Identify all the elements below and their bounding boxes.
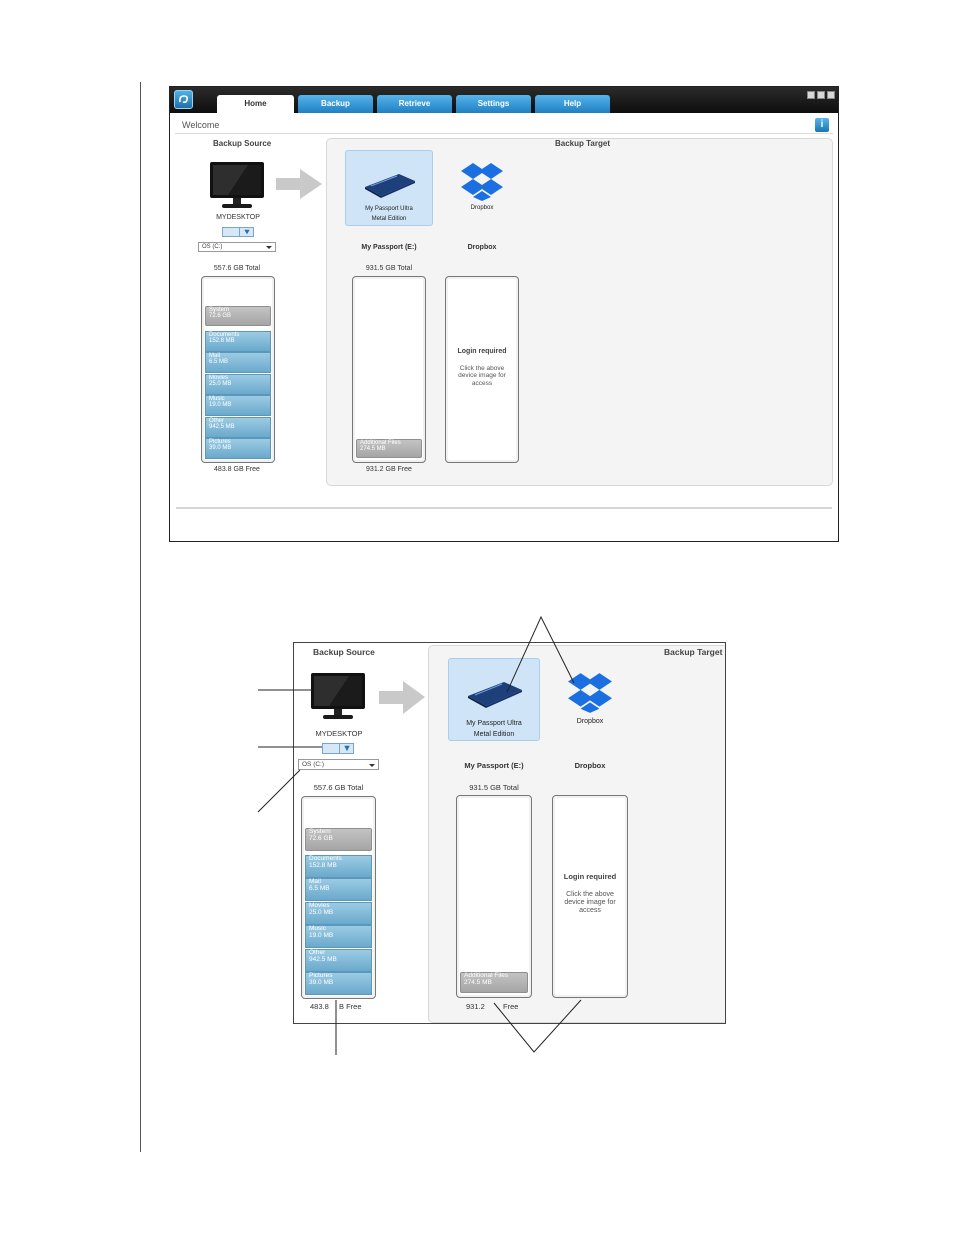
- category-documents[interactable]: Documents 152.8 MB: [205, 331, 271, 352]
- category-pictures[interactable]: Pictures 39.0 MB: [205, 438, 271, 459]
- zoom-computer-name: MYDESKTOP: [315, 729, 363, 738]
- backup-target-label: Backup Target: [555, 139, 610, 148]
- zoom-passport-tile-line1: My Passport Ultra: [466, 720, 522, 727]
- zoom-source-total: 557.6 GB Total: [313, 783, 364, 792]
- welcome-text: Welcome: [182, 120, 220, 130]
- category-other[interactable]: Other 942.5 MB: [205, 417, 271, 438]
- tab-backup[interactable]: Backup: [298, 95, 373, 113]
- dropbox-tile-label: Dropbox: [470, 205, 494, 211]
- backup-source-label: Backup Source: [213, 139, 272, 148]
- login-required-text: Click the above device image for access: [458, 365, 506, 387]
- info-icon[interactable]: i: [815, 118, 829, 132]
- tab-home[interactable]: Home: [217, 95, 294, 114]
- passport-caption: My Passport (E:): [361, 244, 417, 251]
- computer-name: MYDESKTOP: [216, 214, 260, 221]
- tab-help[interactable]: Help: [535, 95, 610, 113]
- zoom-backup-source-label: Backup Source: [313, 647, 375, 657]
- login-required-title: Login required: [457, 348, 507, 355]
- zoom-category-movies[interactable]: Movies 25.0 MB: [305, 902, 372, 925]
- zoom-category-pictures[interactable]: Pictures 39.0 MB: [305, 972, 372, 995]
- zoom-category-mail[interactable]: Mail 6.5 MB: [305, 878, 372, 901]
- drive-dropdown-value: OS (C:): [202, 244, 223, 250]
- zoom-category-documents[interactable]: Documents 152.8 MB: [305, 855, 372, 878]
- zoom-login-required-title: Login required: [563, 872, 617, 881]
- tab-settings[interactable]: Settings: [456, 95, 531, 113]
- zoom-login-required-text: Click the above device image for access: [564, 891, 616, 915]
- zoom-passport-free-b: Free: [503, 1002, 519, 1011]
- passport-tile-line1: My Passport Ultra: [365, 206, 413, 212]
- category-additional-files[interactable]: Additional Files 274.5 MB: [356, 439, 422, 458]
- zoom-passport-tile-line2: Metal Edition: [473, 731, 515, 738]
- zoom-drive-dropdown-value: OS (C:): [302, 761, 325, 768]
- dropbox-caption: Dropbox: [467, 244, 497, 251]
- zoom-passport-caption: My Passport (E:): [464, 761, 524, 770]
- category-music[interactable]: Music 19.0 MB: [205, 395, 271, 416]
- zoom-category-music[interactable]: Music 19.0 MB: [305, 925, 372, 948]
- zoom-category-system[interactable]: System 72.6 GB: [305, 828, 372, 851]
- zoom-category-additional-files[interactable]: Additional Files 274.5 MB: [460, 972, 528, 993]
- source-free: 483.8 GB Free: [214, 466, 260, 473]
- zoom-dropbox-tile-label: Dropbox: [576, 718, 604, 725]
- zoom-passport-total: 931.5 GB Total: [469, 783, 519, 792]
- passport-total: 931.5 GB Total: [365, 265, 413, 272]
- category-system[interactable]: System 72.6 GB: [205, 306, 271, 326]
- tab-retrieve[interactable]: Retrieve: [377, 95, 452, 113]
- zoom-passport-free-a: 931.2: [466, 1002, 485, 1011]
- category-movies[interactable]: Movies 25.0 MB: [205, 374, 271, 395]
- zoom-category-other[interactable]: Other 942.5 MB: [305, 949, 372, 972]
- passport-free: 931.2 GB Free: [366, 466, 412, 473]
- zoom-dropbox-caption: Dropbox: [574, 761, 606, 770]
- source-total: 557.6 GB Total: [213, 265, 261, 272]
- category-mail[interactable]: Mail 6.5 MB: [205, 352, 271, 373]
- passport-tile-line2: Metal Edition: [371, 216, 407, 222]
- zoom-source-free-b: B Free: [339, 1002, 362, 1011]
- zoom-backup-target-label: Backup Target: [664, 647, 723, 657]
- zoom-source-free-a: 483.8: [310, 1002, 329, 1011]
